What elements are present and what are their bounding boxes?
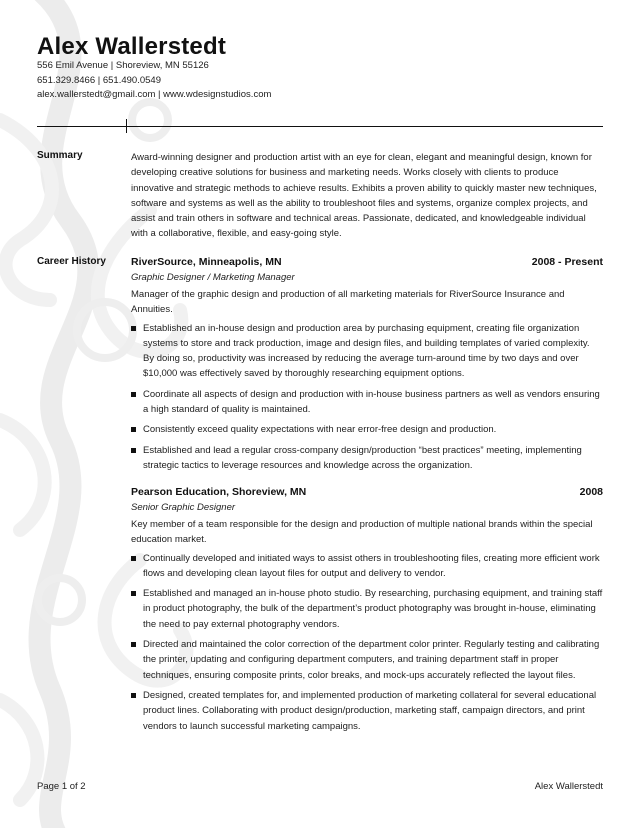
- job-title: Graphic Designer / Marketing Manager: [131, 272, 295, 283]
- career-history-heading: Career History: [37, 256, 106, 267]
- page-number: Page 1 of 2: [37, 781, 86, 792]
- list-item: Continually developed and initiated ways to assist others in troubleshooting files, creating more efficient work flows and developing clean layout files for output and delivery to vendor.: [131, 551, 603, 582]
- job-description: Manager of the graphic design and production of all marketing materials for RiverSource Insurance and Annuities.: [131, 289, 565, 316]
- candidate-name: Alex Wallerstedt: [37, 33, 227, 60]
- list-item: Coordinate all aspects of design and production with in-house business partners as well as vendors ensuring a high standard of quality is maintained.: [131, 387, 603, 418]
- job-entry-riversource: [131, 255, 603, 478]
- job-dates: 2008 - Present: [531, 256, 603, 268]
- footer-name: Alex Wallerstedt: [534, 781, 603, 792]
- square-bullet-icon: [131, 427, 136, 432]
- job-title: Senior Graphic Designer: [131, 502, 236, 513]
- list-item: Established an in-house design and production area by purchasing equipment, creating file organization systems to store and track production, image and design files, and building templates of varied complexity. By doing so, productivity was increased by reducing the average turn-around time by two days and over $10,000 was effectively saved by thoroughly researching equipment options.: [131, 321, 603, 382]
- list-item: Established and lead a regular cross-company design/production “best practices” meeting, implementing strategic tactics to leverage resources and knowledge across the organization.: [131, 443, 603, 474]
- list-item: Established and managed an in-house photo studio. By researching, purchasing equipment, and training staff in product photography, the bulk of the department’s product photography was brought in-house, eliminating the need to pay external photography vendors.: [131, 586, 603, 632]
- job-bullets: [131, 321, 603, 474]
- square-bullet-icon: [131, 448, 136, 453]
- job-dates: 2008: [579, 486, 603, 498]
- list-item: Designed, created templates for, and implemented production of marketing collateral for several educational product lines. Collaborating with product design/production, marketing staff, campaign directors, and print vendors to launch successful marketing campaigns.: [131, 688, 603, 734]
- square-bullet-icon: [131, 591, 136, 596]
- job-header: [131, 255, 603, 270]
- square-bullet-icon: [131, 392, 136, 397]
- job-header: [131, 485, 603, 500]
- job-company: Pearson Education, Shoreview, MN: [131, 486, 307, 498]
- square-bullet-icon: [131, 326, 136, 331]
- email-and-website: alex.wallerstedt@gmail.com | www.wdesignstudios.com: [37, 89, 272, 100]
- header-divider-tick: [126, 119, 127, 133]
- job-description: Key member of a team responsible for the design and production of multiple national brands within the special education market.: [131, 519, 593, 546]
- square-bullet-icon: [131, 693, 136, 698]
- square-bullet-icon: [131, 642, 136, 647]
- square-bullet-icon: [131, 556, 136, 561]
- job-company: RiverSource, Minneapolis, MN: [131, 256, 282, 268]
- job-bullets: [131, 551, 603, 734]
- list-item: Consistently exceed quality expectations with near error-free design and production.: [131, 422, 603, 437]
- job-entry-pearson: [131, 485, 603, 739]
- summary-text: Award-winning designer and production artist with an eye for clean, elegant and meaningful design, known for developing creative solutions for business and marketing needs. Works closely with clients to produce innovative and strategic methods to achieve results. Exhibits a proven ability to quickly master new techniques, software and systems as well as the ability to troubleshoot files and systems, organize complex projects, and assist and train others in software and technical areas. Passionate, dedicated, and knowledgeable individual with a collaborative, flexible, and easy-going style.: [131, 152, 597, 240]
- summary-heading: Summary: [37, 150, 83, 161]
- address: 556 Emil Avenue | Shoreview, MN 55126: [37, 60, 209, 71]
- contact-block: [37, 59, 271, 103]
- list-item: Directed and maintained the color correction of the department color printer. Regularly testing and calibrating the printer, updating and configuring department computers, and training department staff in proper techniques, ensuring composite prints, color breaks, and mock-ups accurately reflected the layout files.: [131, 637, 603, 683]
- phone-numbers: 651.329.8466 | 651.490.0549: [37, 74, 161, 86]
- header-divider: [37, 126, 603, 127]
